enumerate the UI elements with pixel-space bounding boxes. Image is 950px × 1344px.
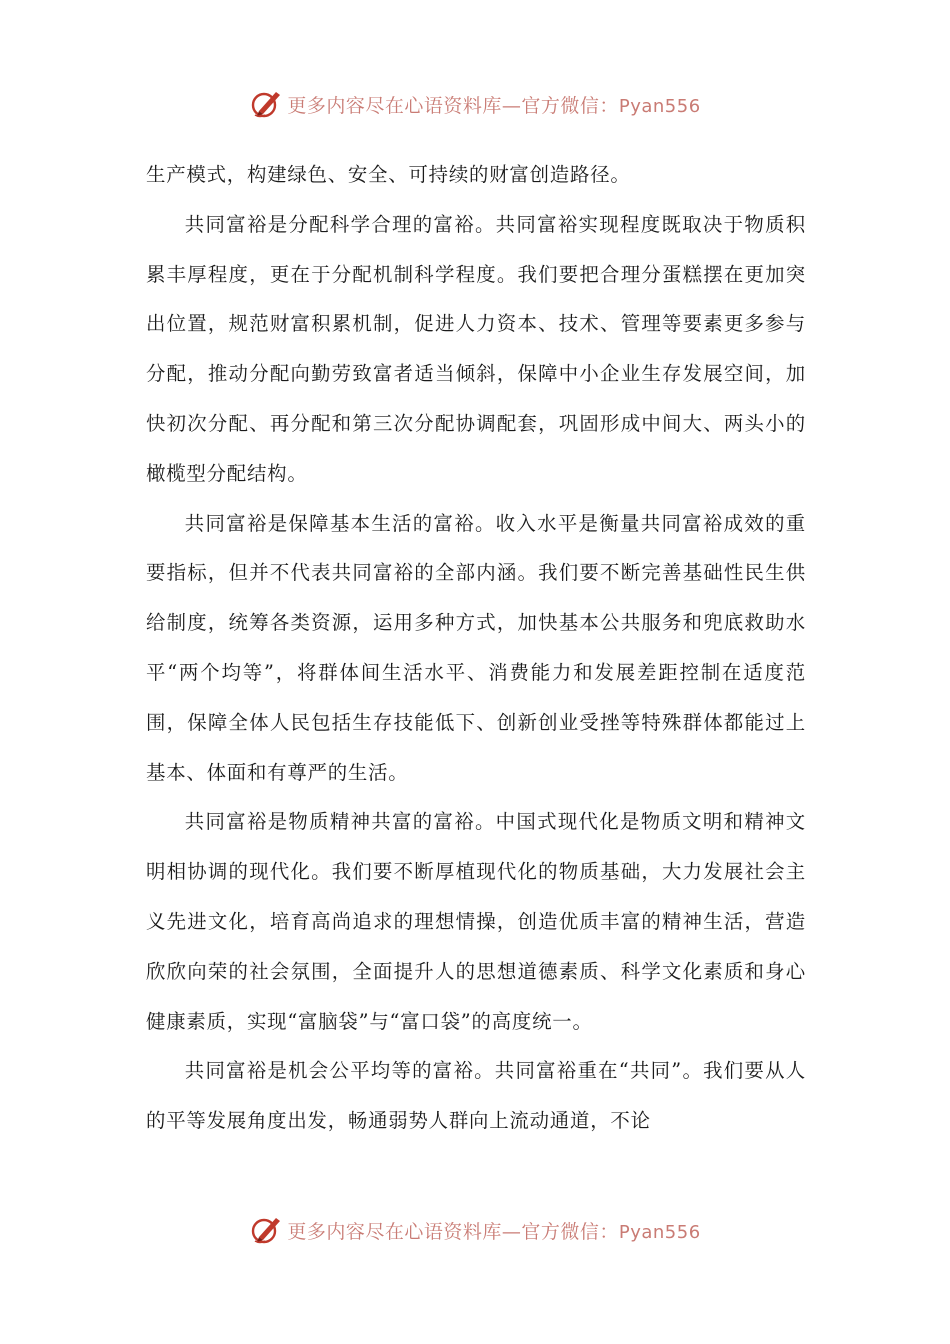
header-banner [0, 84, 950, 124]
footer-banner [0, 1210, 950, 1250]
header-site-name: 更多内容尽在心语资料库 [287, 94, 502, 117]
footer-wechat-label: 官方微信： [521, 1220, 619, 1243]
pen-logo-icon [249, 1213, 283, 1247]
paragraph-material-spiritual: 共同富裕是物质精神共富的富裕。中国式现代化是物质文明和精神文明相协调的现代化。我们要不断厚植现代化的物质基础，大力发展社会主义先进文化，培育高尚追求的理想情操，创造优质丰富的精神生活，营造欣欣向荣的社会氛围，全面提升人的思想道德素质、科学文化素质和身心健康素质，实现“富脑袋”与“富口袋”的高度统一。 [146, 810, 806, 1033]
paragraph-basic-living: 共同富裕是保障基本生活的富裕。收入水平是衡量共同富裕成效的重要指标，但并不代表共同富裕的全部内涵。我们要不断完善基础性民生供给制度，统筹各类资源，运用多种方式，加快基本公共服务和兜底救助水平“两个均等”，将群体间生活水平、消费能力和发展差距控制在适度范围，保障全体人民包括生存技能低下、创新创业受挫等特殊群体都能过上基本、体面和有尊严的生活。 [146, 511, 806, 784]
pen-logo-icon [249, 87, 283, 121]
header-wechat-label: 官方微信： [521, 94, 619, 117]
footer-banner-text [287, 1217, 700, 1244]
footer-site-name: 更多内容尽在心语资料库 [287, 1220, 502, 1243]
header-dash: — [501, 94, 522, 117]
document-body [146, 150, 806, 1146]
footer-dash: — [501, 1220, 522, 1243]
paragraph-distribution: 共同富裕是分配科学合理的富裕。共同富裕实现程度既取决于物质积累丰厚程度，更在于分配机制科学程度。我们要把合理分蛋糕摆在更加突出位置，规范财富积累机制，促进人力资本、技术、管理等要素更多参与分配，推动分配向勤劳致富者适当倾斜，保障中小企业生存发展空间，加快初次分配、再分配和第三次分配协调配套，巩固形成中间大、两头小的橄榄型分配结构。 [146, 212, 806, 485]
paragraph-equal-opportunity: 共同富裕是机会公平均等的富裕。共同富裕重在“共同”。我们要从人的平等发展角度出发，畅通弱势人群向上流动通道，不论 [146, 1059, 806, 1133]
header-banner-text [287, 91, 700, 118]
footer-wechat-id: Pyan556 [618, 1221, 701, 1243]
header-wechat-id: Pyan556 [618, 95, 701, 117]
paragraph-continuation: 生产模式，构建绿色、安全、可持续的财富创造路径。 [146, 163, 631, 186]
